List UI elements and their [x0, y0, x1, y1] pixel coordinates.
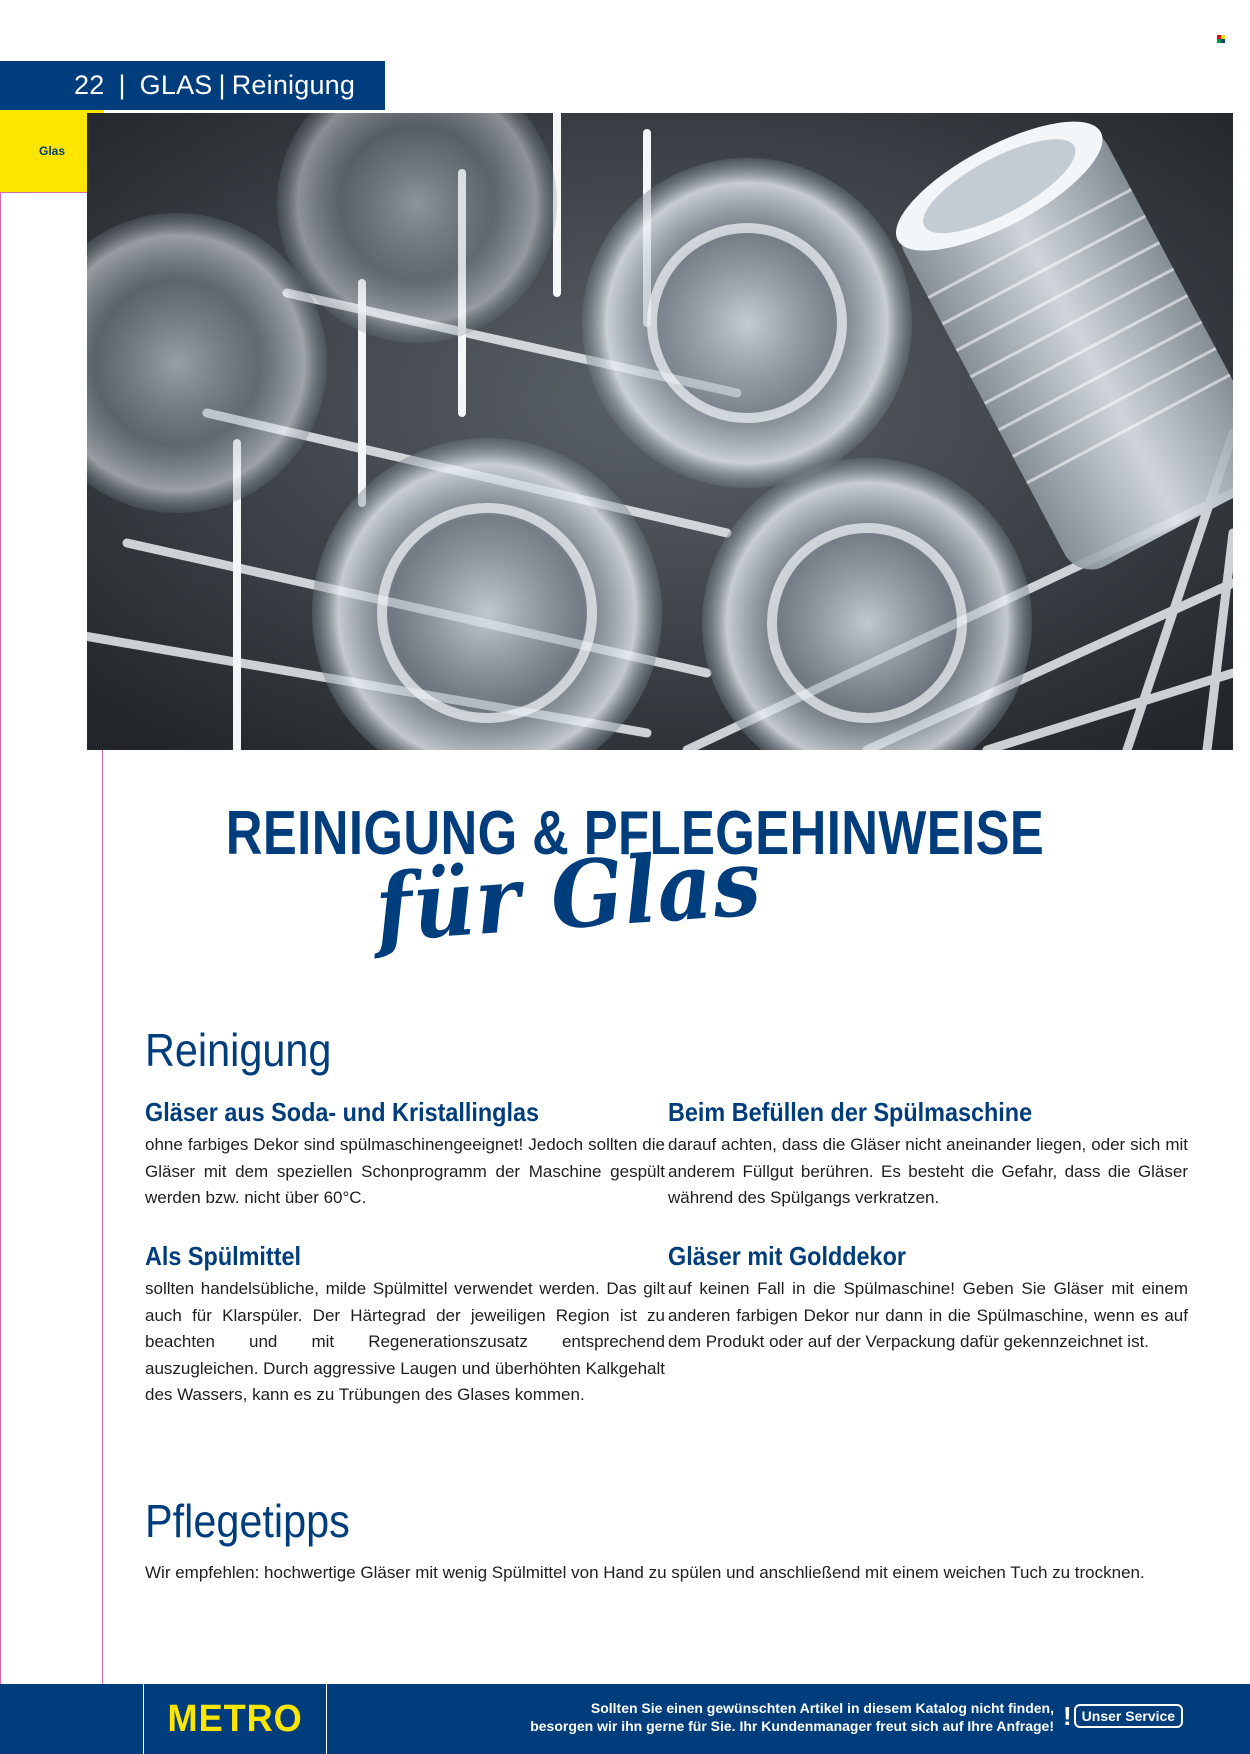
header-separator-2: |	[218, 70, 226, 100]
service-button-label: Unser Service	[1074, 1704, 1183, 1728]
main-title: REINIGUNG & PFLEGEHINWEISE	[225, 799, 1045, 868]
metro-logo[interactable]	[143, 1684, 327, 1754]
header-section: GLAS	[139, 70, 213, 100]
care-text: Wir empfehlen: hochwertige Gläser mit wenig Spülmittel von Hand zu spülen und anschließend mit einem weichen Tuch zu trocknen.	[145, 1563, 1145, 1582]
cleaning-heading: Reinigung	[145, 1024, 332, 1076]
block-title: Beim Befüllen der Spülmaschine	[668, 1097, 1033, 1127]
cleaning-block-detergent	[145, 1241, 665, 1409]
block-text: ohne farbiges Dekor sind spülmaschinengeeignet! Jedoch sollten die Gläser mit dem speziellen Schonprogramm der Maschine gespült werden bzw. nicht über 60°C.	[145, 1135, 665, 1207]
section-tab-label: Glas	[38, 144, 65, 158]
block-text: auf keinen Fall in die Spülmaschine! Geben Sie Gläser mit einem anderen farbigen Dekor nur dann in die Spülmaschine, wenn es auf dem Produkt oder auf der Verpackung dafür gekennzeichnet ist.	[668, 1279, 1188, 1351]
block-title: Als Spülmittel	[145, 1241, 302, 1271]
page-header	[0, 61, 385, 110]
block-title: Gläser aus Soda- und Kristallinglas	[145, 1097, 540, 1127]
care-heading: Pflegetipps	[145, 1495, 350, 1547]
service-line-2: besorgen wir ihn gerne für Sie. Ihr Kundenmanager freut sich auf Ihre Anfrage!	[530, 1718, 1054, 1734]
cleaning-block-gold	[668, 1241, 1188, 1356]
metro-logo-text: METRO	[167, 1697, 303, 1740]
script-subtitle: für Glas	[372, 828, 765, 963]
cleaning-block-soda	[145, 1097, 665, 1212]
footer-bar	[0, 1684, 1250, 1754]
hero-photo	[87, 113, 1233, 750]
block-text: darauf achten, dass die Gläser nicht aneinander liegen, oder sich mit anderem Füllgut berühren. Es besteht die Gefahr, dass die Gläser während des Spülgangs verkratzen.	[668, 1135, 1188, 1207]
cleaning-block-loading	[668, 1097, 1188, 1212]
header-separator: |	[118, 70, 126, 100]
block-text: sollten handelsübliche, milde Spülmittel verwendet werden. Das gilt auch für Klarspüler. Der Härtegrad der jeweiligen Region ist zu beachten und mit Regenerationszusatz entsprechend auszugleichen. Durch aggressive Laugen und überhöhten Kalkgehalt des Wassers, kann es zu Trübungen des Glases kommen.	[145, 1279, 665, 1404]
color-mark-icon	[1217, 35, 1225, 43]
exclamation-icon: !	[1063, 1700, 1072, 1731]
service-message	[530, 1699, 1054, 1735]
page-number: 22	[74, 70, 105, 100]
header-subsection: Reinigung	[231, 70, 356, 100]
service-button[interactable]	[1063, 1702, 1183, 1730]
block-title: Gläser mit Golddekor	[668, 1241, 906, 1271]
service-line-1: Sollten Sie einen gewünschten Artikel in diesem Katalog nicht finden,	[590, 1700, 1054, 1716]
